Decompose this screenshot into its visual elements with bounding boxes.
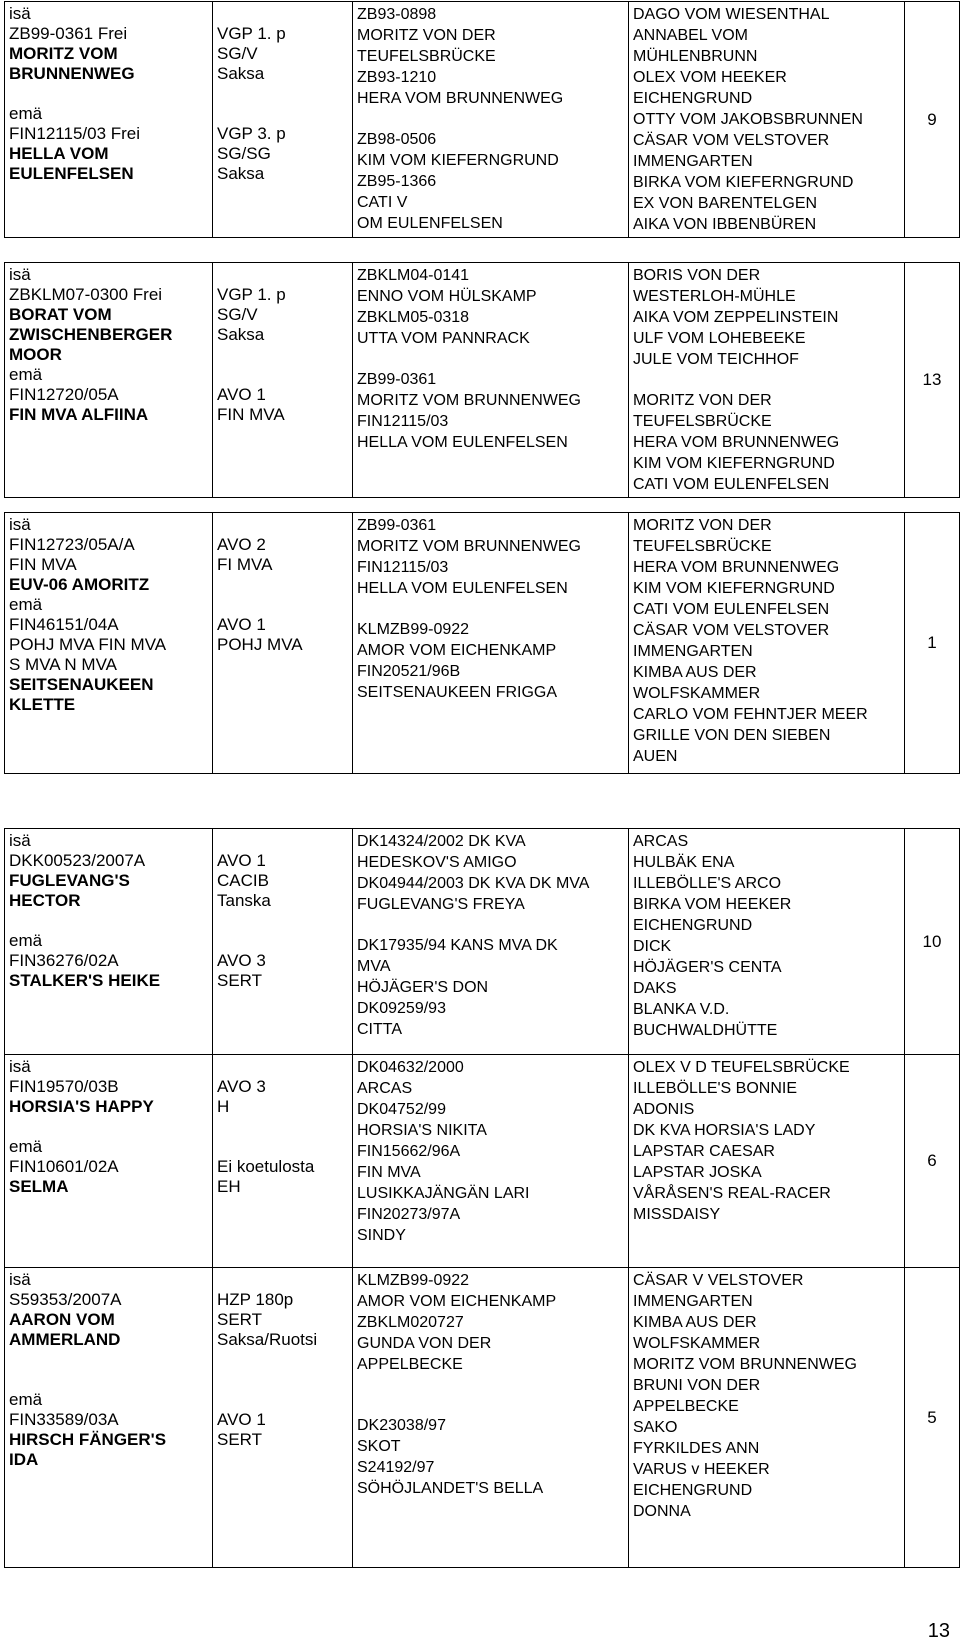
cell-line: ZB98-0506 xyxy=(357,131,437,148)
table-row xyxy=(5,513,960,774)
cell-line: CÄSAR V VELSTOVER xyxy=(633,1272,804,1289)
cell-line xyxy=(633,370,900,390)
cell-line: BLANKA V.D. xyxy=(633,1001,730,1018)
entry-number: 1 xyxy=(905,513,960,774)
cell-line: BIRKA VOM KIEFERNGRUND xyxy=(633,174,854,191)
cell-line: ZB93-1210 xyxy=(357,69,437,86)
cell-line: DK23038/97 xyxy=(357,1417,446,1434)
cell-line: FIN MVA ALFIINA xyxy=(9,405,149,424)
cell-line xyxy=(217,104,348,124)
parents-cell xyxy=(5,513,213,774)
cell-line: HORSIA'S NIKITA xyxy=(357,1122,487,1139)
cell-line: MOOR xyxy=(9,345,62,364)
cell-line: EICHENGRUND xyxy=(633,1482,753,1499)
cell-line: ENNO VOM HÜLSKAMP xyxy=(357,288,537,305)
cell-line: VÅRÅSEN'S REAL-RACER xyxy=(633,1185,831,1202)
entry-number: 9 xyxy=(905,2,960,238)
cell-line: FIN46151/04A xyxy=(9,615,119,634)
cell-line: KIM VOM KIEFERNGRUND xyxy=(357,152,559,169)
cell-line: SAKO xyxy=(633,1419,678,1436)
cell-line xyxy=(217,931,348,951)
cell-line: Saksa xyxy=(217,64,265,83)
cell-line: HORSIA'S HAPPY xyxy=(9,1097,154,1116)
cell-line: DK04944/2003 DK KVA DK MVA xyxy=(357,875,590,892)
titles-cell xyxy=(213,1268,353,1568)
cell-line: HERA VOM BRUNNENWEG xyxy=(357,90,564,107)
cell-line: LAPSTAR JOSKA xyxy=(633,1164,762,1181)
pedigree-table-2 xyxy=(4,262,960,498)
cell-line: FIN MVA xyxy=(9,555,77,574)
cell-line: HECTOR xyxy=(9,891,81,910)
cell-line: EICHENGRUND xyxy=(633,917,753,934)
cell-line: CATI VOM EULENFELSEN xyxy=(633,476,830,493)
cell-line: WESTERLOH-MÜHLE xyxy=(633,288,796,305)
great-grandparents-cell xyxy=(629,829,905,1055)
cell-line: KIMBA AUS DER xyxy=(633,664,757,681)
cell-line: JULE VOM TEICHHOF xyxy=(633,351,799,368)
cell-line xyxy=(217,365,348,385)
titles-cell xyxy=(213,2,353,238)
cell-line: MISSDAISY xyxy=(633,1206,721,1223)
cell-line: HELLA VOM EULENFELSEN xyxy=(357,580,568,597)
entry-number: 5 xyxy=(905,1268,960,1568)
cell-line: HULBÄK ENA xyxy=(633,854,735,871)
cell-line: Tanska xyxy=(217,891,271,910)
cell-line xyxy=(357,1395,624,1415)
cell-line: CACIB xyxy=(217,871,269,890)
parents-cell xyxy=(5,2,213,238)
cell-line: KIM VOM KIEFERNGRUND xyxy=(633,455,835,472)
cell-line: HELLA VOM EULENFELSEN xyxy=(357,434,568,451)
titles-cell xyxy=(213,1055,353,1268)
cell-line: APPELBECKE xyxy=(633,1398,739,1415)
cell-line xyxy=(217,265,348,285)
cell-line: FUGLEVANG'S xyxy=(9,871,130,890)
cell-line: BORIS VON DER xyxy=(633,267,761,284)
cell-line: AARON VOM xyxy=(9,1310,115,1329)
cell-line: HÖJÄGER'S DON xyxy=(357,979,489,996)
cell-line: AMOR VOM EICHENKAMP xyxy=(357,1293,557,1310)
cell-line xyxy=(217,911,348,931)
cell-line xyxy=(217,1270,348,1290)
cell-line: TEUFELSBRÜCKE xyxy=(633,413,772,430)
cell-line: DK17935/94 KANS MVA DK xyxy=(357,937,558,954)
entry-number: 6 xyxy=(905,1055,960,1268)
cell-line: DKK00523/2007A xyxy=(9,851,146,870)
great-grandparents-cell xyxy=(629,2,905,238)
cell-line: SELMA xyxy=(9,1177,69,1196)
cell-line: Saksa xyxy=(217,325,265,344)
table-row xyxy=(5,1268,960,1568)
great-grandparents-cell xyxy=(629,513,905,774)
great-grandparents-cell xyxy=(629,1268,905,1568)
grandparents-cell xyxy=(353,1268,629,1568)
cell-line: FIN MVA xyxy=(357,1164,421,1181)
cell-line: BUCHWALDHÜTTE xyxy=(633,1022,778,1039)
cell-line: HERA VOM BRUNNENWEG xyxy=(633,559,840,576)
cell-line: FIN36276/02A xyxy=(9,951,119,970)
grandparents-cell xyxy=(353,513,629,774)
cell-line: LAPSTAR CAESAR xyxy=(633,1143,775,1160)
cell-line: APPELBECKE xyxy=(357,1356,463,1373)
cell-line: OLEX VOM HEEKER xyxy=(633,69,787,86)
cell-line: CATI V xyxy=(357,194,408,211)
cell-line: LUSIKKAJÄNGÄN LARI xyxy=(357,1185,530,1202)
cell-line: VGP 3. p xyxy=(217,124,286,143)
cell-line: ZBKLM07-0300 Frei xyxy=(9,285,163,304)
cell-line: ZBKLM020727 xyxy=(357,1314,464,1331)
cell-line: ZB95-1366 xyxy=(357,173,437,190)
cell-line: emä xyxy=(9,104,43,123)
cell-line xyxy=(217,1390,348,1410)
cell-line: KIM VOM KIEFERNGRUND xyxy=(633,580,835,597)
cell-line: HÖJÄGER'S CENTA xyxy=(633,959,782,976)
cell-line: KIMBA AUS DER xyxy=(633,1314,757,1331)
cell-line: isä xyxy=(9,4,31,23)
great-grandparents-cell xyxy=(629,263,905,498)
cell-line: FIN19570/03B xyxy=(9,1077,119,1096)
cell-line: AIKA VON IBBENBÜREN xyxy=(633,216,817,233)
cell-line: SERT xyxy=(217,1430,263,1449)
cell-line: KLETTE xyxy=(9,695,76,714)
cell-line: isä xyxy=(9,1270,31,1289)
table-row xyxy=(5,2,960,238)
cell-line: IMMENGARTEN xyxy=(633,1293,753,1310)
cell-line: CARLO VOM FEHNTJER MEER xyxy=(633,706,868,723)
cell-line: AMMERLAND xyxy=(9,1330,121,1349)
cell-line xyxy=(217,1370,348,1390)
cell-line: emä xyxy=(9,1390,43,1409)
cell-line: ILLEBÖLLE'S ARCO xyxy=(633,875,782,892)
cell-line: AIKA VOM ZEPPELINSTEIN xyxy=(633,309,839,326)
cell-line: KLMZB99-0922 xyxy=(357,1272,470,1289)
cell-line: AVO 3 xyxy=(217,951,266,970)
entry-number: 13 xyxy=(905,263,960,498)
cell-line xyxy=(217,84,348,104)
cell-line: OLEX V D TEUFELSBRÜCKE xyxy=(633,1059,850,1076)
cell-line xyxy=(9,84,208,104)
table-row xyxy=(5,829,960,1055)
great-grandparents-cell xyxy=(629,1055,905,1268)
cell-line: MORITZ VOM BRUNNENWEG xyxy=(357,538,581,555)
grandparents-cell xyxy=(353,263,629,498)
cell-line: FIN15662/96A xyxy=(357,1143,461,1160)
cell-line: CATI VOM EULENFELSEN xyxy=(633,601,830,618)
cell-line: IMMENGARTEN xyxy=(633,643,753,660)
cell-line: FIN33589/03A xyxy=(9,1410,119,1429)
cell-line: S24192/97 xyxy=(357,1459,435,1476)
cell-line: Ei koetulosta xyxy=(217,1157,315,1176)
parents-cell xyxy=(5,263,213,498)
cell-line: DK14324/2002 DK KVA xyxy=(357,833,526,850)
cell-line: SKOT xyxy=(357,1438,401,1455)
cell-line: Saksa xyxy=(217,164,265,183)
cell-line: HEDESKOV'S AMIGO xyxy=(357,854,517,871)
cell-line: emä xyxy=(9,1137,43,1156)
cell-line: POHJ MVA FIN MVA xyxy=(9,635,167,654)
cell-line: OM EULENFELSEN xyxy=(357,215,503,232)
cell-line: FIN10601/02A xyxy=(9,1157,119,1176)
cell-line xyxy=(9,1117,208,1137)
cell-line xyxy=(217,595,348,615)
parents-cell xyxy=(5,829,213,1055)
cell-line: FIN12723/05A/A xyxy=(9,535,135,554)
cell-line: SG/SG xyxy=(217,144,271,163)
cell-line: GUNDA VON DER xyxy=(357,1335,492,1352)
cell-line: BRUNNENWEG xyxy=(9,64,135,83)
cell-line xyxy=(217,1117,348,1137)
grandparents-cell xyxy=(353,829,629,1055)
cell-line xyxy=(217,575,348,595)
cell-line: CITTA xyxy=(357,1021,403,1038)
cell-line: AVO 1 xyxy=(217,1410,266,1429)
cell-line xyxy=(217,345,348,365)
cell-line: FIN20521/96B xyxy=(357,663,461,680)
cell-line: CÄSAR VOM VELSTOVER xyxy=(633,622,830,639)
cell-line xyxy=(217,1057,348,1077)
cell-line: ULF VOM LOHEBEEKE xyxy=(633,330,806,347)
cell-line xyxy=(9,1370,208,1390)
cell-line xyxy=(217,515,348,535)
cell-line: SERT xyxy=(217,1310,263,1329)
parents-cell xyxy=(5,1055,213,1268)
pedigree-table-4 xyxy=(4,828,960,1568)
cell-line xyxy=(217,1350,348,1370)
cell-line xyxy=(217,831,348,851)
cell-line: MÜHLENBRUNN xyxy=(633,48,758,65)
cell-line: UTTA VOM PANNRACK xyxy=(357,330,530,347)
cell-line: AMOR VOM EICHENKAMP xyxy=(357,642,557,659)
cell-line: TEUFELSBRÜCKE xyxy=(633,538,772,555)
cell-line: HIRSCH FÄNGER'S xyxy=(9,1430,167,1449)
cell-line: OTTY VOM JAKOBSBRUNNEN xyxy=(633,111,863,128)
cell-line: SG/V xyxy=(217,44,258,63)
cell-line: FUGLEVANG'S FREYA xyxy=(357,896,525,913)
cell-line: ARCAS xyxy=(633,833,689,850)
cell-line xyxy=(357,109,624,129)
cell-line: S59353/2007A xyxy=(9,1290,122,1309)
cell-line: ZWISCHENBERGER xyxy=(9,325,173,344)
cell-line: ADONIS xyxy=(633,1101,695,1118)
cell-line: AUEN xyxy=(633,748,678,765)
titles-cell xyxy=(213,829,353,1055)
cell-line: HELLA VOM xyxy=(9,144,109,163)
cell-line: MORITZ VOM BRUNNENWEG xyxy=(357,392,581,409)
cell-line: VARUS v HEEKER xyxy=(633,1461,770,1478)
cell-line xyxy=(217,4,348,24)
cell-line: ARCAS xyxy=(357,1080,413,1097)
cell-line: STALKER'S HEIKE xyxy=(9,971,161,990)
cell-line: SEITSENAUKEEN FRIGGA xyxy=(357,684,558,701)
cell-line: BRUNI VON DER xyxy=(633,1377,761,1394)
cell-line: BORAT VOM xyxy=(9,305,112,324)
cell-line xyxy=(357,915,624,935)
cell-line: EX VON BARENTELGEN xyxy=(633,195,818,212)
cell-line: emä xyxy=(9,931,43,950)
cell-line: MORITZ VON DER xyxy=(633,392,772,409)
cell-line: VGP 1. p xyxy=(217,24,286,43)
cell-line: MVA xyxy=(357,958,391,975)
pedigree-table-1 xyxy=(4,1,960,238)
cell-line: isä xyxy=(9,265,31,284)
grandparents-cell xyxy=(353,2,629,238)
cell-line: SEITSENAUKEEN xyxy=(9,675,154,694)
cell-line: ZBKLM04-0141 xyxy=(357,267,470,284)
cell-line: HZP 180p xyxy=(217,1290,294,1309)
entry-number: 10 xyxy=(905,829,960,1055)
cell-line: AVO 1 xyxy=(217,851,266,870)
cell-line: EH xyxy=(217,1177,241,1196)
cell-line: FIN12115/03 xyxy=(357,413,449,430)
cell-line: isä xyxy=(9,1057,31,1076)
cell-line: DONNA xyxy=(633,1503,691,1520)
cell-line: DK04752/99 xyxy=(357,1101,446,1118)
cell-line: CÄSAR VOM VELSTOVER xyxy=(633,132,830,149)
cell-line: FIN20273/97A xyxy=(357,1206,461,1223)
table-row xyxy=(5,263,960,498)
cell-line: AVO 1 xyxy=(217,615,266,634)
cell-line: MORITZ VOM xyxy=(9,44,118,63)
cell-line: SINDY xyxy=(357,1227,406,1244)
cell-line: FIN MVA xyxy=(217,405,285,424)
cell-line: emä xyxy=(9,365,43,384)
cell-line xyxy=(357,349,624,369)
cell-line: IDA xyxy=(9,1450,39,1469)
cell-line: MORITZ VON DER xyxy=(633,517,772,534)
cell-line: VGP 1. p xyxy=(217,285,286,304)
titles-cell xyxy=(213,513,353,774)
cell-line xyxy=(9,1350,208,1370)
cell-line: WOLFSKAMMER xyxy=(633,685,761,702)
cell-line: EICHENGRUND xyxy=(633,90,753,107)
parents-cell xyxy=(5,1268,213,1568)
cell-line: DICK xyxy=(633,938,672,955)
cell-line: MORITZ VON DER xyxy=(357,27,496,44)
cell-line: EUV-06 AMORITZ xyxy=(9,575,150,594)
cell-line: isä xyxy=(9,831,31,850)
cell-line: ILLEBÖLLE'S BONNIE xyxy=(633,1080,798,1097)
grandparents-cell xyxy=(353,1055,629,1268)
cell-line: IMMENGARTEN xyxy=(633,153,753,170)
titles-cell xyxy=(213,263,353,498)
cell-line: ANNABEL VOM xyxy=(633,27,748,44)
cell-line: KLMZB99-0922 xyxy=(357,621,470,638)
cell-line: S MVA N MVA xyxy=(9,655,118,674)
cell-line: ZB99-0361 xyxy=(357,371,437,388)
cell-line: WOLFSKAMMER xyxy=(633,1335,761,1352)
cell-line: DK KVA HORSIA'S LADY xyxy=(633,1122,816,1139)
cell-line: DK04632/2000 xyxy=(357,1059,464,1076)
cell-line: POHJ MVA xyxy=(217,635,303,654)
cell-line: DK09259/93 xyxy=(357,1000,446,1017)
cell-line: SG/V xyxy=(217,305,258,324)
cell-line: GRILLE VON DEN SIEBEN xyxy=(633,727,831,744)
cell-line: emä xyxy=(9,595,43,614)
cell-line: MORITZ VOM BRUNNENWEG xyxy=(633,1356,857,1373)
cell-line: AVO 2 xyxy=(217,535,266,554)
cell-line: DAGO VOM WIESENTHAL xyxy=(633,6,830,23)
cell-line xyxy=(217,1137,348,1157)
cell-line: FIN12115/03 xyxy=(357,559,449,576)
cell-line: AVO 3 xyxy=(217,1077,266,1096)
cell-line: AVO 1 xyxy=(217,385,266,404)
cell-line: BIRKA VOM HEEKER xyxy=(633,896,792,913)
cell-line: DAKS xyxy=(633,980,677,997)
cell-line: ZBKLM05-0318 xyxy=(357,309,470,326)
cell-line: FYRKILDES ANN xyxy=(633,1440,760,1457)
table-row xyxy=(5,1055,960,1268)
cell-line: EULENFELSEN xyxy=(9,164,134,183)
cell-line: SÖHÖJLANDET'S BELLA xyxy=(357,1480,544,1497)
cell-line: TEUFELSBRÜCKE xyxy=(357,48,496,65)
cell-line: Saksa/Ruotsi xyxy=(217,1330,318,1349)
cell-line: isä xyxy=(9,515,31,534)
cell-line xyxy=(357,599,624,619)
cell-line: HERA VOM BRUNNENWEG xyxy=(633,434,840,451)
cell-line: ZB93-0898 xyxy=(357,6,437,23)
cell-line: FIN12115/03 Frei xyxy=(9,124,141,143)
cell-line: ZB99-0361 xyxy=(357,517,437,534)
cell-line xyxy=(9,911,208,931)
cell-line: H xyxy=(217,1097,230,1116)
cell-line: FIN12720/05A xyxy=(9,385,119,404)
cell-line xyxy=(357,1375,624,1395)
cell-line: SERT xyxy=(217,971,263,990)
pedigree-table-3 xyxy=(4,512,960,774)
cell-line: FI MVA xyxy=(217,555,273,574)
page-number: 13 xyxy=(927,1620,950,1642)
cell-line: ZB99-0361 Frei xyxy=(9,24,128,43)
